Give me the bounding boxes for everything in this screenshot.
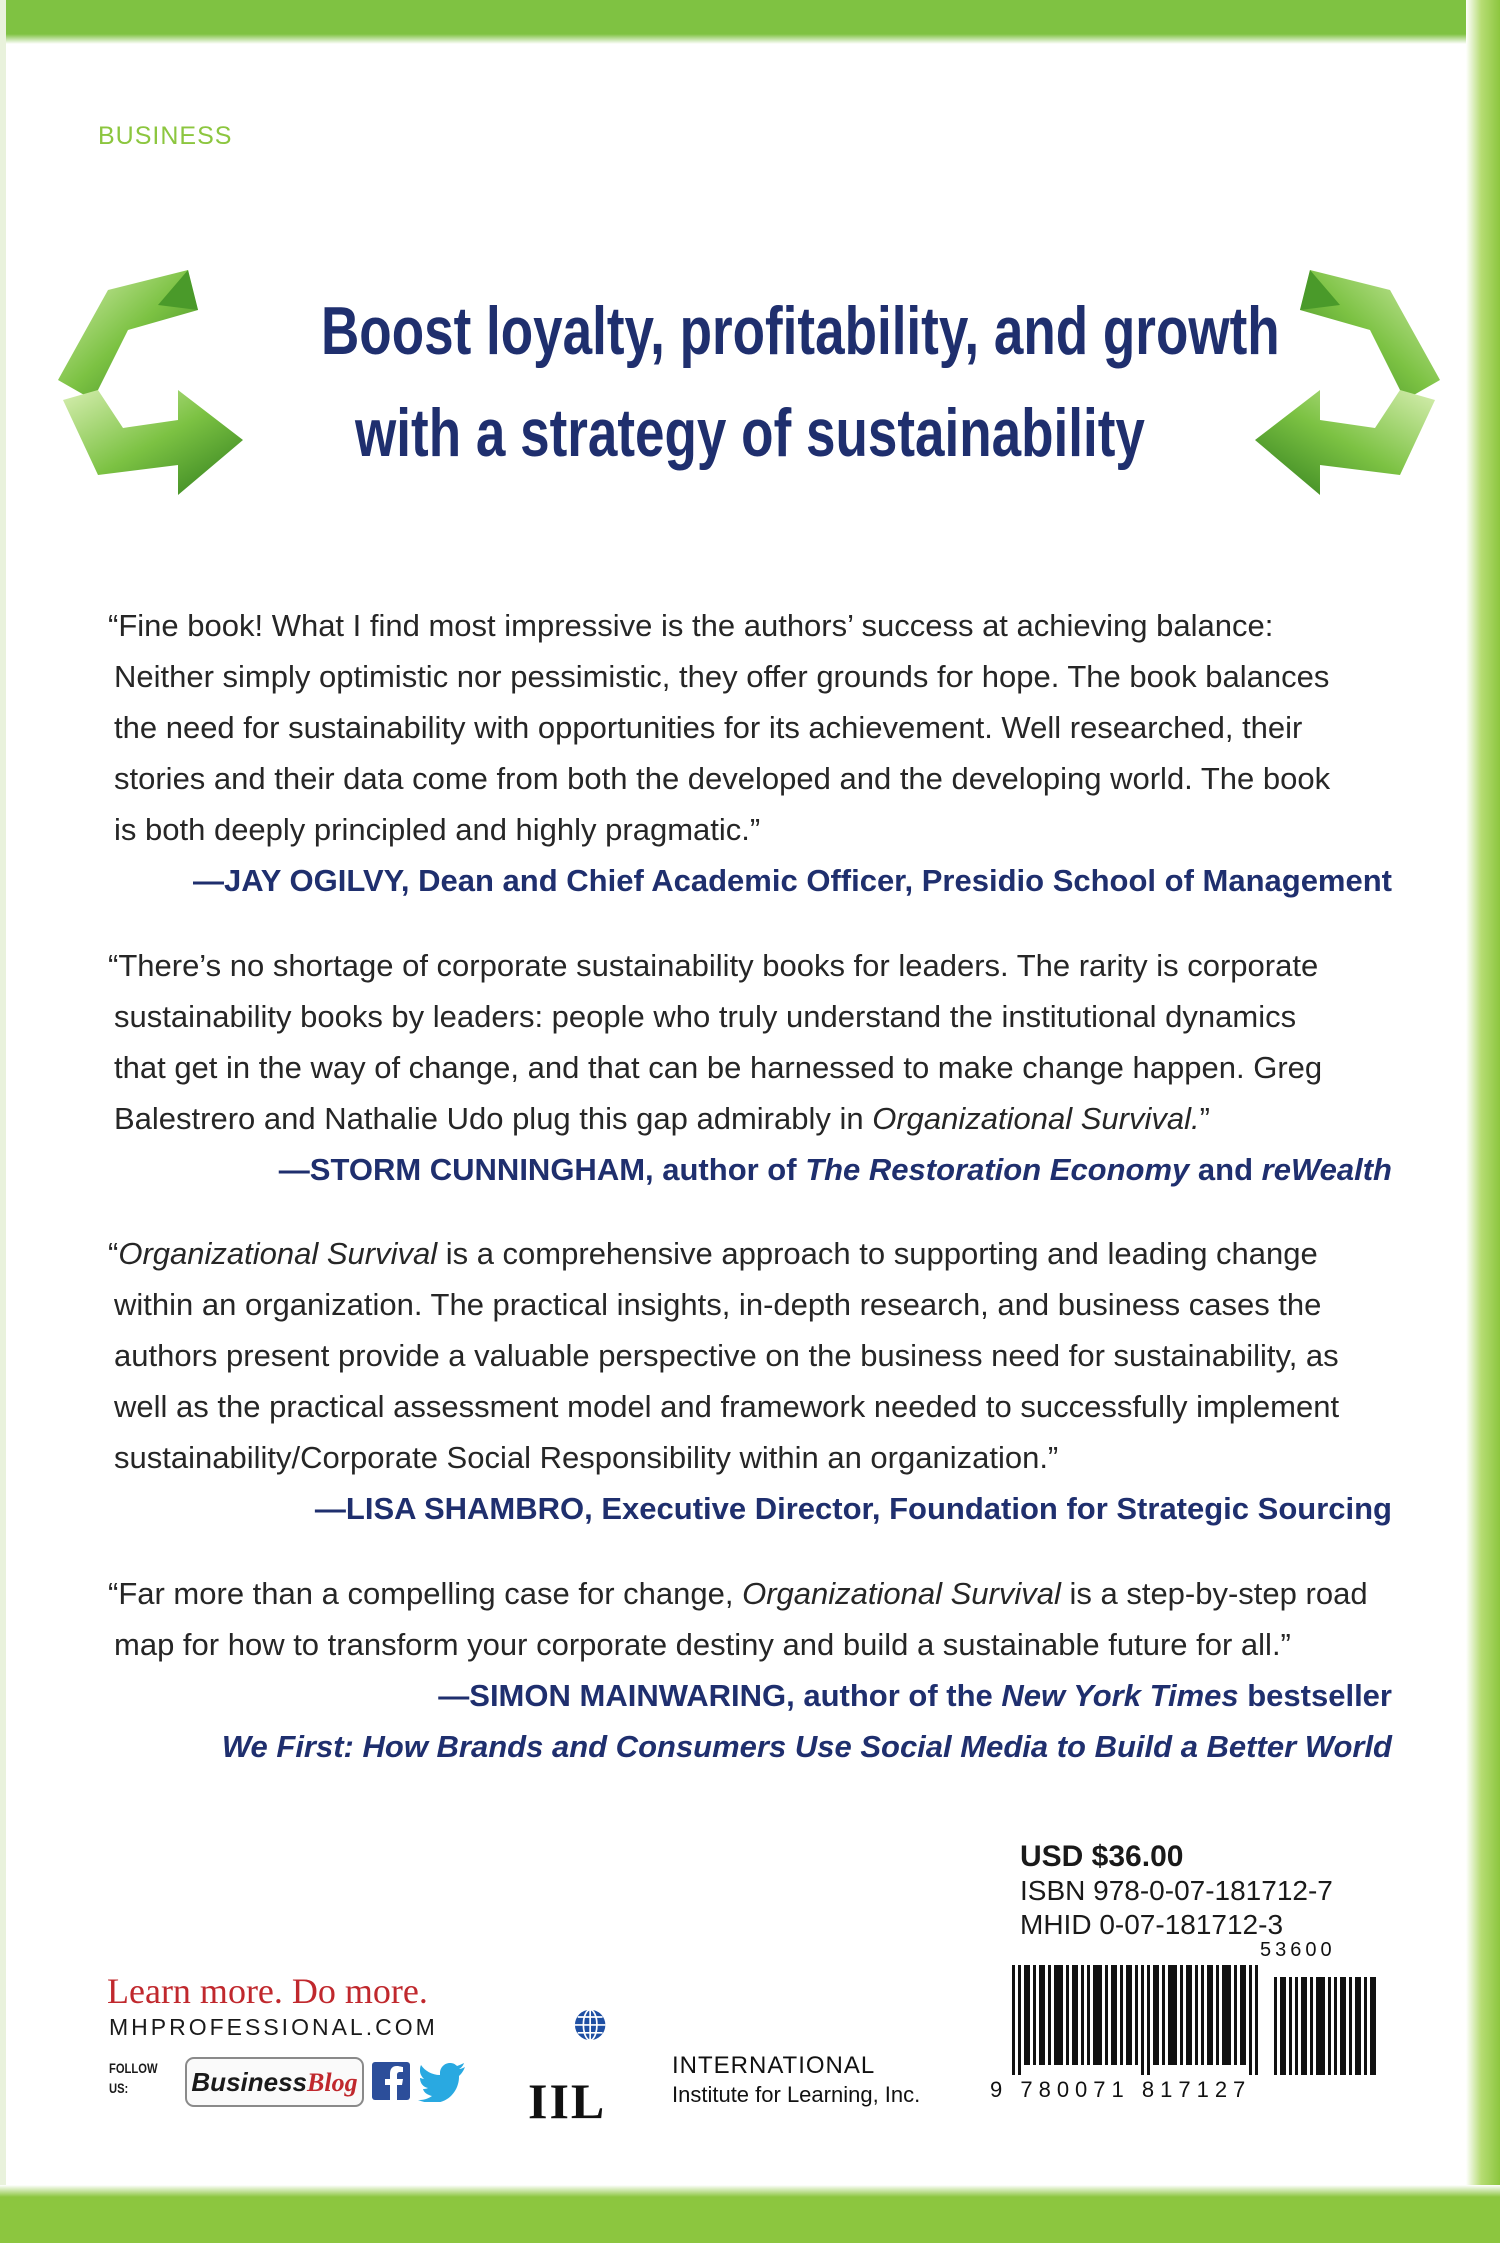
barcode-digits: 9 780071 817127 [990, 2077, 1252, 2102]
attribution-text: and [1189, 1152, 1262, 1187]
quote-line: within an organization. The practical insights, in-depth research, and business cases the [114, 1287, 1322, 1322]
book-title: Organizational Survival [118, 1236, 438, 1271]
quote-line: stories and their data come from both the developed and the developing world. The book [114, 761, 1331, 796]
publisher-tagline: Learn more. Do more. [107, 1971, 428, 2011]
attribution-text: —STORM CUNNINGHAM, author of [278, 1152, 806, 1187]
book-title: The Restoration Economy [805, 1152, 1190, 1187]
quote-line: sustainability books by leaders: people who truly understand the institutional dynamics [114, 999, 1297, 1034]
recycle-arrow-right-icon [1240, 250, 1460, 510]
top-border [0, 0, 1500, 44]
price-block [1020, 1840, 1333, 1942]
attribution-book-title [108, 1721, 1392, 1772]
quote-attribution [108, 1670, 1392, 1721]
barcode-addon-digits: 53600 [1260, 1939, 1336, 1961]
quote-attribution: —LISA SHAMBRO, Executive Director, Foundation for Strategic Sourcing [314, 1491, 1392, 1526]
globe-icon [528, 2008, 663, 2070]
quote-line: map for how to transform your corporate destiny and build a sustainable future for all.” [114, 1627, 1291, 1662]
headline-line-2: with a strategy of sustainability [355, 395, 1145, 471]
quote-line: “There’s no shortage of corporate sustainability books for leaders. The rarity is corporate [108, 948, 1319, 983]
follow-label-line: US: [109, 2080, 129, 2096]
barcode-bars [1012, 1965, 1377, 2075]
quote-line: the need for sustainability with opportunities for its achievement. Well researched, their [114, 710, 1303, 745]
quote-line: “Fine book! What I find most impressive is the authors’ success at achieving balance: [108, 608, 1274, 643]
quote-line-text: ” [1199, 1101, 1210, 1136]
quote-text [108, 1228, 1392, 1483]
left-edge [0, 0, 6, 2243]
quote-text [108, 940, 1392, 1144]
isbn: ISBN 978-0-07-181712-7 [1020, 1875, 1333, 1906]
quote-line-text: “ [108, 1236, 119, 1271]
quote-mainwaring [108, 1568, 1392, 1772]
quote-line: that get in the way of change, and that can be harnessed to make change happen. Greg [114, 1050, 1323, 1085]
book-title: reWealth [1261, 1152, 1392, 1187]
partner-subname: Institute for Learning, Inc. [672, 2082, 921, 2107]
partner-name: INTERNATIONAL [672, 2052, 876, 2079]
quote-line: is both deeply principled and highly pragmatic.” [114, 812, 761, 847]
twitter-icon[interactable] [418, 2062, 466, 2102]
blog-label: Blog [307, 2068, 358, 2097]
book-title: Organizational Survival [742, 1576, 1061, 1611]
quote-line-text: is a step-by-step road [1060, 1576, 1368, 1611]
headline [321, 280, 1280, 484]
quote-line: Neither simply optimistic nor pessimistic, they offer grounds for hope. The book balances [114, 659, 1330, 694]
quote-line [108, 1568, 1392, 1619]
category-label: BUSINESS [98, 122, 233, 150]
quote-attribution [108, 1144, 1392, 1195]
attribution-text: bestseller [1238, 1678, 1392, 1713]
right-spine-edge [1466, 0, 1500, 2243]
book-title: We First: How Brands and Consumers Use Social Media to Build a Better World [221, 1729, 1392, 1764]
publisher-website[interactable]: MHPROFESSIONAL.COM [109, 2014, 438, 2040]
quote-line: sustainability/Corporate Social Responsibility within an organization.” [114, 1440, 1059, 1475]
quote-line [108, 1093, 1392, 1144]
business-blog-button[interactable] [185, 2057, 364, 2107]
quote-attribution: —JAY OGILVY, Dean and Chief Academic Officer, Presidio School of Management [193, 863, 1392, 898]
quote-line [108, 1228, 1392, 1279]
quote-line: well as the practical assessment model and framework needed to successfully implement [114, 1389, 1340, 1424]
quote-line: authors present provide a valuable perspective on the business need for sustainability, as [114, 1338, 1339, 1373]
follow-us-label [109, 2058, 158, 2098]
quote-cunningham [108, 940, 1392, 1195]
recycle-arrow-left-icon [38, 250, 258, 510]
newspaper-title: New York Times [1001, 1678, 1239, 1713]
headline-line-1: Boost loyalty, profitability, and growth [321, 293, 1280, 369]
bottom-border [0, 2185, 1500, 2243]
price: USD $36.00 [1020, 1840, 1184, 1873]
quote-ogilvy [108, 600, 1392, 906]
quote-line-text: is a comprehensive approach to supporting and leading change [437, 1236, 1318, 1271]
iil-logo-letters: IIL [528, 2073, 607, 2129]
attribution-text: —SIMON MAINWARING, author of the [438, 1678, 1002, 1713]
quote-text [108, 600, 1392, 855]
barcode [990, 1939, 1385, 2115]
blog-label: Business [191, 2067, 308, 2097]
quote-line-text: “Far more than a compelling case for change, [108, 1576, 743, 1611]
facebook-icon[interactable] [372, 2062, 410, 2100]
quote-line-text: Balestrero and Nathalie Udo plug this gap admirably in [114, 1101, 873, 1136]
mhid: MHID 0-07-181712-3 [1020, 1909, 1284, 1940]
quote-text [108, 1568, 1392, 1670]
follow-label-line: FOLLOW [109, 2060, 158, 2076]
book-title: Organizational Survival. [872, 1101, 1200, 1136]
quote-shambro [108, 1228, 1392, 1534]
